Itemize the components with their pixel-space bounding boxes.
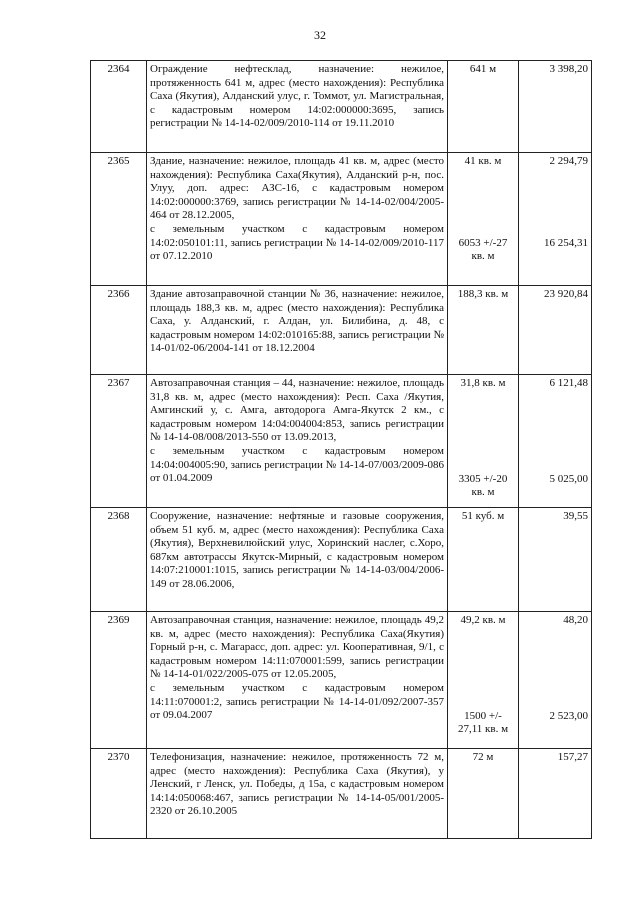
table-row bbox=[91, 508, 592, 612]
property-description: Автозаправочная станция – 44, назначение: нежилое, площадь 31,8 кв. м, адрес (место нахождения): Респ. Саха /Якутия, Амгинский у, с. Амга, автодорога Амга-Якутск 2 км., с кадастровым номером 14:04:004004:853, запись регистрации № 14-14-08/008/2013-550 от 13.09.2013, bbox=[150, 377, 444, 444]
row-number: 2369 bbox=[91, 612, 147, 749]
property-size: 188,3 кв. м bbox=[448, 286, 519, 375]
land-plot-size: 6053 +/-27 кв. м bbox=[458, 236, 508, 263]
property-description: Ограждение нефтесклад, назначение: нежилое, протяженность 641 м, адрес (место нахождения): Республика Саха (Якутия), Алданский улус, г. Томмот, ул. Магистральная, с кадастровым номером 14:02:000000:3695, запись регистрации № 14-14-02/009/2010-114 от 19.11.2010 bbox=[147, 61, 448, 153]
table-row bbox=[91, 612, 592, 749]
property-value-group bbox=[519, 612, 592, 749]
property-description: Здание автозаправочной станции № 36, назначение: нежилое, площадь 188,3 кв. м, адрес (место нахождения): Республика Саха, у. Алданский, г. Алдан, ул. Билибина, д. 48, с кадастровым номером 14:02:010165:88, запись регистрации № 14-01/02-06/2004-141 от 18.12.2004 bbox=[147, 286, 448, 375]
land-plot-description: с земельным участком с кадастровым номером 14:11:070001:2, запись регистрации № 14-14-01/092/2007-357 от 09.04.2007 bbox=[150, 681, 444, 722]
property-description-group bbox=[147, 153, 448, 286]
property-size-group bbox=[448, 375, 519, 508]
land-plot-description: с земельным участком с кадастровым номером 14:04:004005:90, запись регистрации № 14-14-07/003/2009-086 от 01.04.2009 bbox=[150, 444, 444, 485]
property-value: 6 121,48 bbox=[549, 377, 588, 389]
land-plot-size: 1500 +/- 27,11 кв. м bbox=[457, 709, 509, 736]
property-description: Телефонизация, назначение: нежилое, протяженность 72 м, адрес (место нахождения): Республика Саха (Якутия), у Ленский, г Ленск, ул. Победы, д 15а, с кадастровым номером 14:14:050068:467, запись регистрации № 14-14-05/001/2005-2320 от 26.10.2005 bbox=[147, 749, 448, 839]
row-number: 2370 bbox=[91, 749, 147, 839]
property-size: 49,2 кв. м bbox=[460, 614, 506, 626]
property-value: 157,27 bbox=[519, 749, 592, 839]
page-number: 32 bbox=[314, 28, 326, 42]
row-number: 2364 bbox=[91, 61, 147, 153]
property-description: Автозаправочная станция, назначение: нежилое, площадь 49,2 кв. м, адрес (место нахождения): Республика Саха(Якутия) Горный р-н, с. Магарасс, доп. адрес: ул. Кооперативная, 9/1, с кадастровым номером 14:11:070001:599, запись регистрации № 14-14-01/022/2005-075 от 12.05.2005, bbox=[150, 614, 444, 681]
property-description-group bbox=[147, 612, 448, 749]
property-value: 3 398,20 bbox=[519, 61, 592, 153]
property-value-group bbox=[519, 375, 592, 508]
property-size-group bbox=[448, 612, 519, 749]
property-registry-table bbox=[90, 60, 592, 839]
land-plot-value: 2 523,00 bbox=[549, 709, 588, 722]
row-number: 2365 bbox=[91, 153, 147, 286]
property-value: 23 920,84 bbox=[519, 286, 592, 375]
property-value: 2 294,79 bbox=[549, 155, 588, 167]
property-value-group bbox=[519, 153, 592, 286]
table-row bbox=[91, 153, 592, 286]
property-description: Сооружение, назначение: нефтяные и газовые сооружения, объем 51 куб. м, адрес (место нахождения): Республика Саха (Якутия), Верхневилюйский улус, Хоринский наслег, с.Хоро, 687км автотрассы Якутск-Мирный, с кадастровым номером 14:07:210001:1015, запись регистрации № 14-14-03/004/2006-149 от 28.06.2006, bbox=[147, 508, 448, 612]
table-row bbox=[91, 286, 592, 375]
property-size-group bbox=[448, 153, 519, 286]
property-size: 51 куб. м bbox=[448, 508, 519, 612]
row-number: 2368 bbox=[91, 508, 147, 612]
land-plot-size: 3305 +/-20 кв. м bbox=[458, 472, 508, 499]
property-size: 641 м bbox=[448, 61, 519, 153]
property-value: 48,20 bbox=[563, 614, 588, 626]
land-plot-value: 16 254,31 bbox=[544, 236, 588, 249]
table-row bbox=[91, 61, 592, 153]
property-description: Здание, назначение: нежилое, площадь 41 кв. м, адрес (место нахождения): Республика Саха(Якутия), Алданский р-н, пос. Улуу, доп. адрес: АЗС-16, с кадастровым номером 14:02:000000:3769, запись регистрации № 14-14-02/004/2005-464 от 28.12.2005, bbox=[150, 155, 444, 222]
land-plot-value: 5 025,00 bbox=[549, 472, 588, 485]
row-number: 2366 bbox=[91, 286, 147, 375]
land-plot-description: с земельным участком с кадастровым номером 14:02:050101:11, запись регистрации № 14-14-02/009/2010-117 от 07.12.2010 bbox=[150, 222, 444, 263]
property-value: 39,55 bbox=[519, 508, 592, 612]
property-description-group bbox=[147, 375, 448, 508]
property-size: 41 кв. м bbox=[464, 155, 502, 167]
property-size: 31,8 кв. м bbox=[460, 377, 506, 389]
table-row bbox=[91, 375, 592, 508]
property-size: 72 м bbox=[448, 749, 519, 839]
table-row bbox=[91, 749, 592, 839]
row-number: 2367 bbox=[91, 375, 147, 508]
